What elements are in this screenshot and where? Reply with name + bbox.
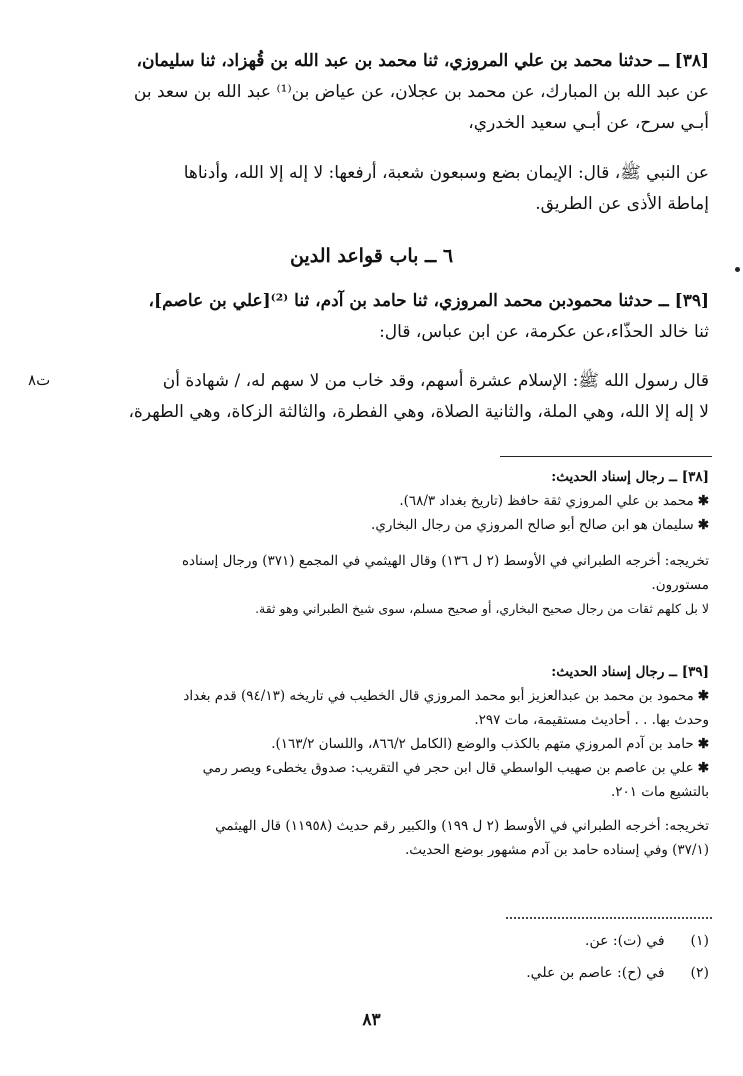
- footnote-item: ✱محمود بن محمد بن عبدالعزيز أبو محمد المروزي قال الخطيب في تاريخه (٩٤/١٣) قدم بغداد: [183, 688, 709, 704]
- variant-notes-separator: [506, 917, 712, 919]
- footnote-header: [٣٨] ــ رجال إسناد الحديث:: [551, 469, 709, 485]
- text-line: عن النبي ﷺ، قال: الإيمان بضع وسبعون شعبة، أرفعها: لا إله إلا الله، وأدناها: [183, 163, 709, 183]
- manuscript-margin-note: ت٨: [28, 371, 51, 389]
- text-line: أبـي سرح، عن أبـي سعيد الخدري،: [468, 113, 709, 133]
- takhrij-line: مستورون.: [651, 577, 709, 593]
- hadith-39-isnad: [62, 286, 709, 348]
- footnote-item: ✱سليمان هو ابن صالح أبو صالح المروزي من رجال البخاري.: [371, 517, 709, 533]
- takhrij-line: تخريجه: أخرجه الطبراني في الأوسط (٢ ل ١٩٩) والكبير رقم حديث (١١٩٥٨) قال الهيثمي: [215, 818, 709, 834]
- text-line: عن عبد الله بن المبارك، عن محمد بن عجلان، عن عياض بن⁽¹⁾ عبد الله بن سعد بن: [133, 82, 709, 102]
- text-line: قال رسول الله ﷺ: الإسلام عشرة أسهم، وقد خاب من لا سهم له، / شهادة أن: [162, 371, 709, 391]
- footnotes-39: [70, 660, 709, 862]
- footnote-item: ✱علي بن عاصم بن صهيب الواسطي قال ابن حجر في التقريب: صدوق يخطىء ويصر رمي: [202, 760, 709, 776]
- hadith-38-matn: [62, 158, 709, 220]
- chapter-heading: ٦ ــ باب قواعد الدين: [289, 245, 454, 267]
- variant-note-text: في (ت): عن.: [585, 933, 665, 949]
- text-line: [٣٨] ــ حدثنا محمد بن علي المروزي، ثنا محمد بن عبد الله بن قُهزاد، ثنا سليمان،: [136, 51, 709, 71]
- page-number: ٨٣: [362, 1010, 381, 1030]
- hadith-39-matn: [62, 366, 709, 428]
- hadith-38-isnad: [62, 46, 709, 139]
- takhrij-line: تخريجه: أخرجه الطبراني في الأوسط (٢ ل ١٣٦) وقال الهيثمي في المجمع (٣٧١) ورجال إسناده: [181, 553, 709, 569]
- footnote-item-cont: بالتشيع مات ٢٠١.: [610, 784, 709, 800]
- footnotes-38: [70, 465, 709, 621]
- takhrij-line: (٣٧/١) وفي إسناده حامد بن آدم مشهور بوضع الحديث.: [404, 842, 709, 858]
- editor-note: لا بل كلهم ثقات من رجال صحيح البخاري، أو صحيح مسلم، سوى شيخ الطبراني وهو ثقة.: [255, 601, 709, 616]
- variant-note-text: في (ح): عاصم بن علي.: [526, 965, 665, 981]
- variant-note-number: (١): [690, 933, 709, 949]
- footnote-separator: [500, 456, 712, 457]
- variant-note: [526, 965, 709, 981]
- margin-dot: [735, 267, 740, 272]
- footnote-item-cont: وحدث بها. . . أحاديث مستقيمة، مات ٢٩٧.: [474, 712, 709, 728]
- text-line: ثنا خالد الحذّاء،عن عكرمة، عن ابن عباس، قال:: [379, 322, 709, 342]
- footnote-header: [٣٩] ــ رجال إسناد الحديث:: [551, 664, 709, 680]
- variant-note-number: (٢): [690, 965, 709, 981]
- bullet-icon: ✱: [697, 736, 709, 752]
- text-line: لا إله إلا الله، وهي الملة، والثانية الصلاة، وهي الفطرة، والثالثة الزكاة، وهي الطهرة،: [128, 402, 709, 422]
- text-line: إماطة الأذى عن الطريق.: [535, 194, 709, 214]
- footnote-item: ✱حامد بن آدم المروزي متهم بالكذب والوضع (الكامل ٨٦٦/٢، واللسان ١٦٣/٢).: [271, 736, 709, 752]
- bullet-icon: ✱: [697, 493, 709, 509]
- bullet-icon: ✱: [697, 517, 709, 533]
- text-line: [٣٩] ــ حدثنا محمودبن محمد المروزي، ثنا حامد بن آدم، ثنا ⁽²⁾[علي بن عاصم]،: [148, 291, 709, 311]
- bullet-icon: ✱: [697, 688, 709, 704]
- footnote-item: ✱محمد بن علي المروزي ثقة حافظ (تاريخ بغداد ٦٨/٣).: [399, 493, 709, 509]
- variant-note: [585, 933, 709, 949]
- bullet-icon: ✱: [697, 760, 709, 776]
